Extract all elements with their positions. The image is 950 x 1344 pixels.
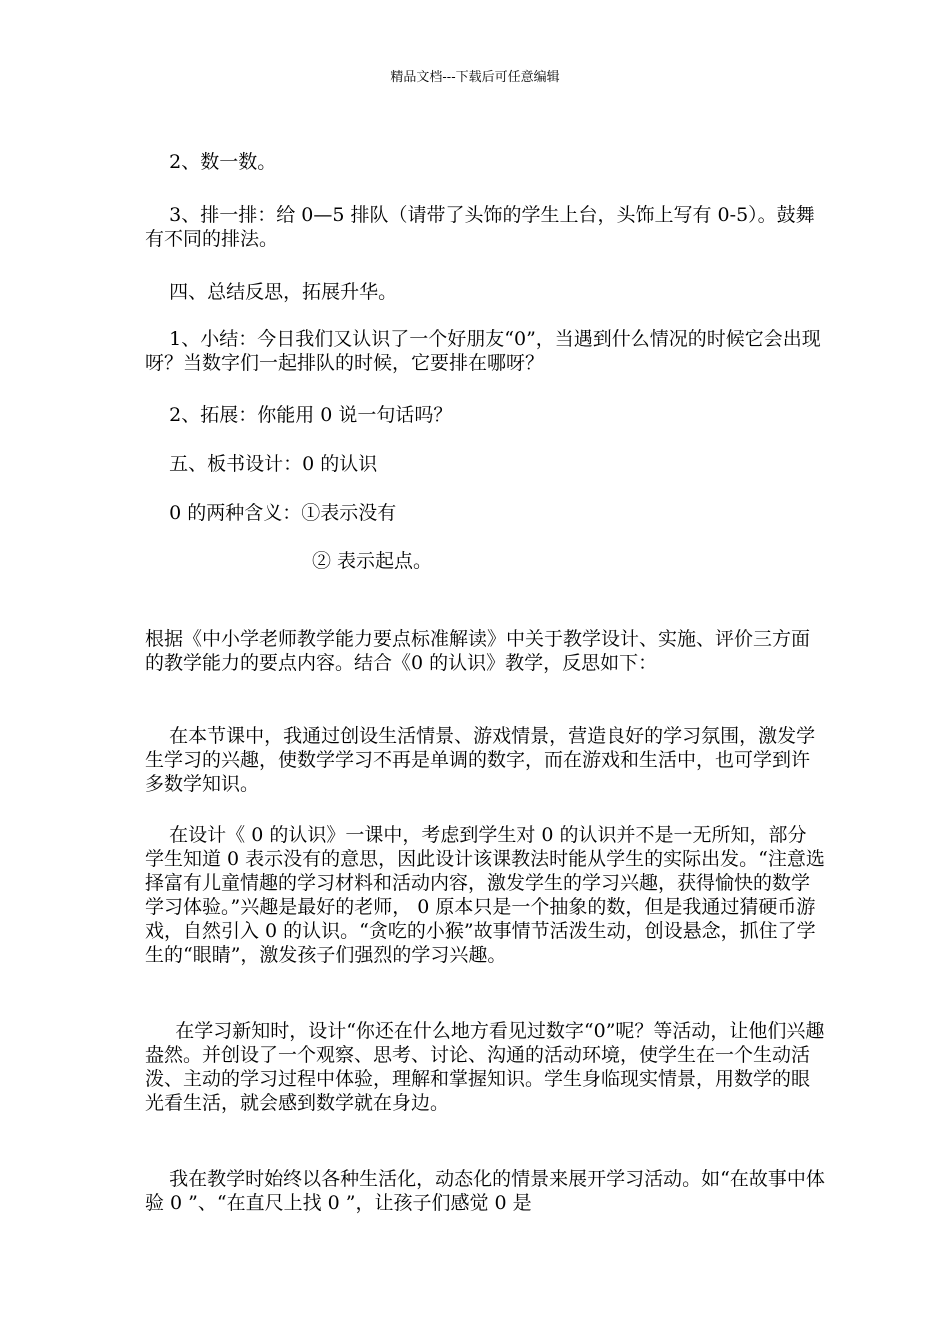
paragraph-reflection-3: 在学习新知时，设计“你还在什么地方看见过数字“0”呢？等活动，让他们兴趣盎然。并创设了一个观察、思考、讨论、沟通的活动环境，使学生在一个生动活泼、主动的学习过程中体验，理解和掌握知识。学生身临现实情景，用数学的眼光看生活，就会感到数学就在身边。 bbox=[145, 1020, 825, 1114]
paragraph-recap: 1、小结：今日我们又认识了一个好朋友“0”，当遇到什么情况的时候它会出现呀？当数字们一起排队的时候，它要排在哪呀？ bbox=[145, 328, 821, 374]
paragraph-reflection-intro: 根据《中小学老师教学能力要点标准解读》中关于教学设计、实施、评价三方面的教学能力的要点内容。结合《0 的认识》教学，反思如下： bbox=[145, 628, 811, 674]
page-header: 精品文档---下载后可任意编辑 bbox=[390, 70, 560, 85]
paragraph-extension: 2、拓展：你能用 0 说一句话吗？ bbox=[145, 404, 453, 426]
paragraph-two-meanings: 0 的两种含义：①表示没有 bbox=[145, 502, 397, 524]
paragraph-sort: 3、排一排：给 0—5 排队（请带了头饰的学生上台，头饰上写有 0-5）。鼓舞有不同的排法。 bbox=[145, 204, 815, 250]
paragraph-reflection-1: 在本节课中，我通过创设生活情景、游戏情景，营造良好的学习氛围，激发学生学习的兴趣，使数学学习不再是单调的数字，而在游戏和生活中，也可学到许多数学知识。 bbox=[145, 725, 816, 795]
paragraph-count: 2、数一数。 bbox=[145, 151, 277, 173]
paragraph-board-design: 五、板书设计：0 的认识 bbox=[145, 453, 378, 475]
paragraph-start-point: ② 表示起点。 bbox=[312, 550, 433, 572]
paragraph-summary-heading: 四、总结反思，拓展升华。 bbox=[145, 281, 398, 303]
paragraph-reflection-4: 我在教学时始终以各种生活化，动态化的情景来展开学习活动。如“在故事中体验 0 ”、“在直尺上找 0 ”，让孩子们感觉 0 是 bbox=[145, 1168, 825, 1214]
paragraph-reflection-2: 在设计《 0 的认识》一课中，考虑到学生对 0 的认识并不是一无所知，部分学生知道 0 表示没有的意思，因此设计该课教法时能从学生的实际出发。“注意选择富有儿童情趣的学习材料和活动内容，激发学生的学习兴趣，获得愉快的数学学习体验。”兴趣是最好的老师， 0 原本只是一个抽象的数，但是我通过猜硬币游戏，自然引入 0 的认识。“贪吃的小猴”故事情节活泼生动，创设悬念，抓住了学生的“眼睛”，激发孩子们强烈的学习兴趣。 bbox=[145, 824, 825, 966]
